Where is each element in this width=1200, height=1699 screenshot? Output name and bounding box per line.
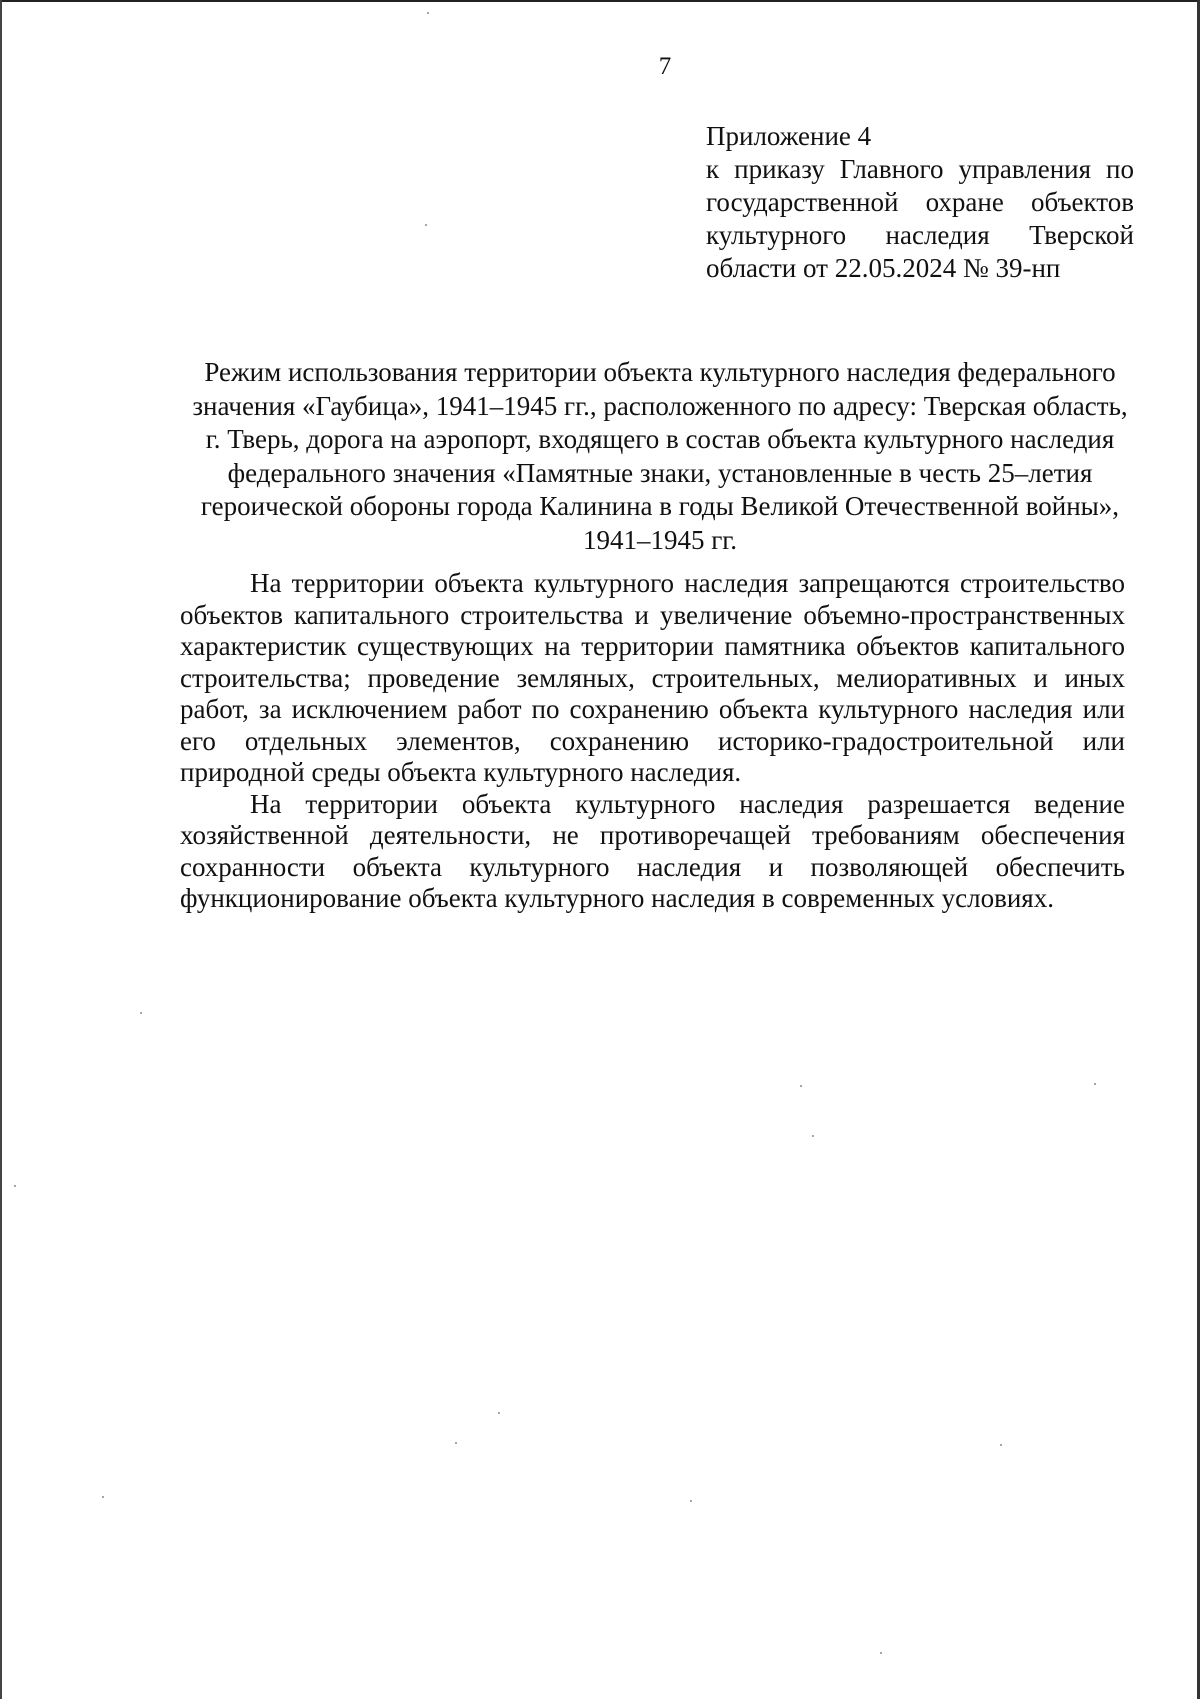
appendix-title: Приложение 4: [706, 121, 872, 151]
scan-speck: [427, 12, 429, 14]
scan-speck: [812, 1135, 814, 1137]
paragraph-permissions: На территории объекта культурного наследия разрешается ведение хозяйственной деятельности, не противоречащей требованиям обеспечения сохранности объекта культурного наследия и позволяющей обеспечить функционирование объекта культурного наследия в современных условиях.: [180, 788, 1125, 913]
scan-speck: [455, 1442, 457, 1444]
scan-edge-top: [0, 0, 1200, 2]
appendix-reference: к приказу Главного управления по государственной охране объектов культурного наследия Тверской области от 22.05.2024 № 39-нп: [706, 154, 1134, 283]
scan-speck: [880, 1652, 882, 1654]
scan-edge-left: [0, 0, 2, 1699]
scan-speck: [800, 1085, 802, 1087]
page-number: 7: [658, 53, 672, 80]
appendix-header: [706, 120, 1134, 285]
scan-speck: [425, 224, 427, 226]
scan-speck: [102, 1496, 104, 1498]
scan-speck: [1094, 1083, 1096, 1085]
paragraph-prohibitions: На территории объекта культурного наследия запрещаются строительство объектов капитального строительства и увеличение объемно-пространственных характеристик существующих на территории памятника объектов капитального строительства; проведение земляных, строительных, мелиоративных и иных работ, за исключением работ по сохранению объекта культурного наследия или его отдельных элементов, сохранению историко-градостроительной или природной среды объекта культурного наследия.: [180, 568, 1125, 787]
scan-speck: [690, 1500, 692, 1502]
scan-speck: [140, 1012, 142, 1014]
scan-speck: [14, 1185, 16, 1187]
scan-speck: [498, 1412, 500, 1414]
document-title: Режим использования территории объекта культурного наследия федерального значения «Гаубица», 1941–1945 гг., расположенного по адресу: Тверская область, г. Тверь, дорога на аэропорт, входящего в состав объекта культурного наследия федерального значения «Памятные знаки, установленные в честь 25–летия героической обороны города Калинина в годы Великой Отечественной войны», 1941–1945 гг.: [192, 357, 1128, 555]
document-body: [180, 568, 1125, 915]
scan-speck: [1000, 1444, 1002, 1446]
